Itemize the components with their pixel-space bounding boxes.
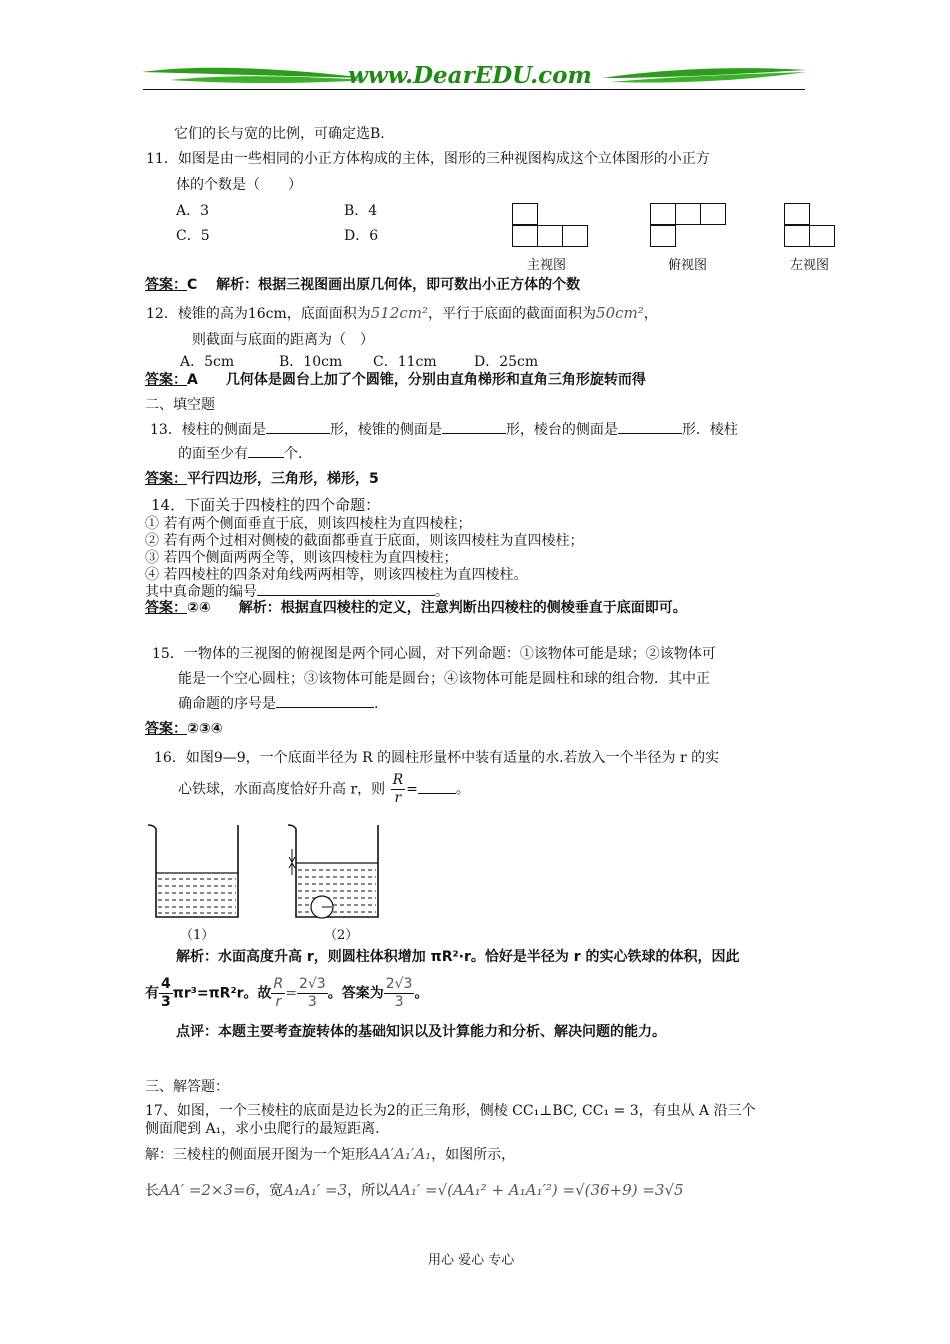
q15-answer — [145, 718, 223, 738]
top-view-label: 俯视图 — [668, 258, 708, 273]
q12-stem-line1 — [146, 303, 658, 323]
answer-label: 答案： — [145, 600, 187, 616]
q12-option-a: A．5cm — [180, 354, 235, 370]
page-footer: 用心 爱心 专心 — [428, 1253, 515, 1268]
q17-solution-part3: 长 — [145, 1183, 159, 1199]
q12-area-base: 512cm² — [370, 304, 429, 322]
q13-part2: 形，棱锥的侧面是 — [329, 422, 442, 438]
q16-line2-equals: = — [406, 781, 418, 798]
q16-analysis-end: 。 — [414, 985, 429, 1002]
q13-answer — [145, 468, 379, 488]
q17-line2: 侧面爬到 A₁，求小虫爬行的最短距离. — [145, 1121, 380, 1137]
q16-analysis-part2: πr³=πR²r。故 — [172, 985, 272, 1002]
q16-fraction-R-over-r: $\frac{R}{r}$ — [392, 772, 404, 806]
q16-blank — [418, 779, 456, 794]
q15-answer-text: ②③④ — [187, 721, 223, 737]
q13-part3: 形，棱台的侧面是 — [505, 422, 618, 438]
q12-option-b: B．10cm — [279, 354, 343, 370]
section-solve-title: 三、解答题： — [145, 1079, 229, 1095]
q17-line1: 17、如图，一个三棱柱的底面是边长为2的正三角形，侧棱 CC₁⊥BC, CC₁ = 3，有虫从 A 沿三个 — [145, 1103, 756, 1119]
q16-line2-part1: 心铁球，水面高度恰好升高 r，则 — [178, 781, 386, 798]
q16-analysis-part3: 。答案为 — [327, 985, 384, 1002]
measuring-cup-figure-1 — [146, 823, 246, 923]
q13-answer-text: 平行四边形，三角形，梯形，5 — [187, 471, 379, 487]
q14-answer-text: ②④ 解析：根据直四棱柱的定义，注意判断出四棱柱的侧棱垂直于底面即可。 — [187, 600, 687, 616]
two-root-three-over-three: $\frac{2√3}{3}$ — [298, 976, 326, 1010]
q17-solution-line1 — [145, 1144, 515, 1164]
q13-part4: 形．棱柱 — [681, 422, 738, 438]
q15-line2: 能是一个空心圆柱；③该物体可能是圆台；④该物体可能是圆柱和球的组合物．其中正 — [178, 671, 710, 687]
q11-option-b: B．4 — [344, 203, 378, 219]
q15-line3-end: . — [374, 696, 379, 712]
q13-blank-1 — [266, 419, 330, 434]
q14-stem: 14．下面关于四棱柱的四个命题： — [151, 496, 381, 514]
q16-analysis-part1: 有 — [145, 985, 159, 1002]
answer-fraction: $\frac{2√3}{3}$ — [385, 976, 413, 1010]
q17-distance-expression: AA₁′ =√(AA₁² + A₁A₁′²) =√(36+9) =3√5 — [389, 1181, 684, 1199]
front-view-label: 主视图 — [527, 258, 567, 273]
header-leaf-left-icon — [140, 62, 370, 92]
left-view-label: 左视图 — [790, 258, 830, 273]
q13-blank-4 — [248, 443, 284, 458]
q14-ask-end: 。 — [435, 584, 449, 600]
q16-analysis-line1: 解析：水面高度升高 r，则圆柱体积增加 πR²·r。恰好是半径为 r 的实心铁球的体积，因此 — [176, 949, 740, 965]
answer-label: 答案： — [145, 471, 187, 487]
q11-stem-line2: 体的个数是（ ） — [176, 177, 302, 193]
q14-item-4: ④ 若四棱柱的四条对角线两两相等，则该四棱柱为直四棱柱。 — [145, 567, 528, 583]
four-thirds-fraction: $\frac{4}{3}$ — [161, 976, 171, 1010]
q11-option-a: A．3 — [176, 203, 210, 219]
q17-solution-line2 — [145, 1180, 684, 1200]
q16-line1: 16．如图9—9，一个底面半径为 R 的圆柱形量杯中装有适量的水.若放入一个半径为 r 的实 — [154, 750, 720, 766]
figure-1-label: （1） — [180, 928, 215, 943]
q12-option-c: C．11cm — [373, 354, 437, 370]
q15-line3 — [178, 693, 378, 713]
header-logo: www.DearEDU.com — [348, 62, 592, 89]
q12-answer-text: A 几何体是圆台上加了个圆锥，分别由直角梯形和直角三角形旋转而得 — [187, 372, 646, 388]
q11-option-d: D．6 — [344, 228, 379, 244]
q13-line2 — [178, 443, 302, 463]
header-rule — [143, 89, 805, 90]
q11-answer — [145, 274, 580, 294]
q12-stem-part1: 12．棱锥的高为16cm，底面面积为 — [146, 306, 371, 322]
q13-part1: 13．棱柱的侧面是 — [150, 422, 266, 438]
q14-ask-text: 其中真命题的编号 — [145, 584, 257, 600]
figure-2-label: （2） — [324, 928, 359, 943]
answer-label: 答案： — [145, 372, 187, 388]
q17-rectangle-name: AA′A₁′A₁ — [369, 1145, 432, 1163]
q14-blank — [257, 581, 435, 596]
q12-answer — [145, 369, 646, 389]
q12-stem-part3: ， — [643, 306, 658, 322]
q16-comment: 点评：本题主要考查旋转体的基础知识以及计算能力和分析、解决问题的能力。 — [176, 1024, 666, 1040]
q13-line2-part2: 个. — [284, 446, 303, 462]
section-fill-in-title: 二、填空题 — [145, 397, 215, 413]
q13-line2-part1: 的面至少有 — [178, 446, 248, 462]
q17-length-expression: AA′ =2×3=6 — [159, 1181, 256, 1199]
q17-width-expression: A₁A₁′ =3 — [283, 1181, 348, 1199]
q11-stem-line1: 11．如图是由一些相同的小正方体构成的主体，图形的三种视图构成这个立体图形的小正方 — [146, 151, 710, 167]
q17-solution-part5: ，所以 — [347, 1183, 390, 1199]
q17-solution-part2: ，如图所示， — [431, 1147, 516, 1163]
q16-line2-end: 。 — [455, 781, 470, 798]
q13-line1 — [150, 419, 738, 439]
q12-stem-line2: 则截面与底面的距离为（ ） — [192, 332, 374, 348]
answer-label: 答案： — [145, 721, 187, 737]
q14-item-3: ③ 若四个侧面两两全等，则该四棱柱为直四棱柱； — [145, 550, 458, 566]
q11-answer-text: C 解析：根据三视图画出原几何体，即可数出小正方体的个数 — [187, 277, 581, 293]
q17-solution-part1: 解：三棱柱的侧面展开图为一个矩形 — [145, 1147, 369, 1163]
q12-stem-part2: ，平行于底面的截面面积为 — [428, 306, 597, 322]
q17-solution-part4: ，宽 — [255, 1183, 284, 1199]
q14-item-2: ② 若有两个过相对侧棱的截面都垂直于底面，则该四棱柱为直四棱柱； — [145, 533, 584, 549]
q16-analysis-line2 — [145, 976, 428, 1011]
q13-blank-3 — [618, 419, 682, 434]
q11-option-c: C．5 — [176, 228, 210, 244]
q12-option-d: D．25cm — [474, 354, 539, 370]
q16-analysis-equals: = — [285, 985, 297, 1002]
continuation-text: 它们的长与宽的比例，可确定选B. — [174, 126, 385, 142]
q14-item-1: ① 若有两个侧面垂直于底，则该四棱柱为直四棱柱； — [145, 516, 472, 532]
q15-line1: 15．一物体的三视图的俯视图是两个同心圆，对下列命题：①该物体可能是球；②该物体可 — [152, 646, 716, 662]
q15-blank — [276, 693, 374, 708]
q15-line3-text: 确命题的序号是 — [178, 696, 276, 712]
q16-line2 — [178, 772, 470, 807]
q12-area-section: 50cm² — [596, 304, 644, 322]
R-over-r-fraction: $\frac{R}{r}$ — [273, 976, 284, 1010]
header-leaf-right-icon — [600, 62, 810, 92]
q14-answer — [145, 597, 687, 617]
q13-blank-2 — [442, 419, 506, 434]
answer-label: 答案： — [145, 277, 187, 293]
measuring-cup-figure-2 — [286, 823, 386, 923]
